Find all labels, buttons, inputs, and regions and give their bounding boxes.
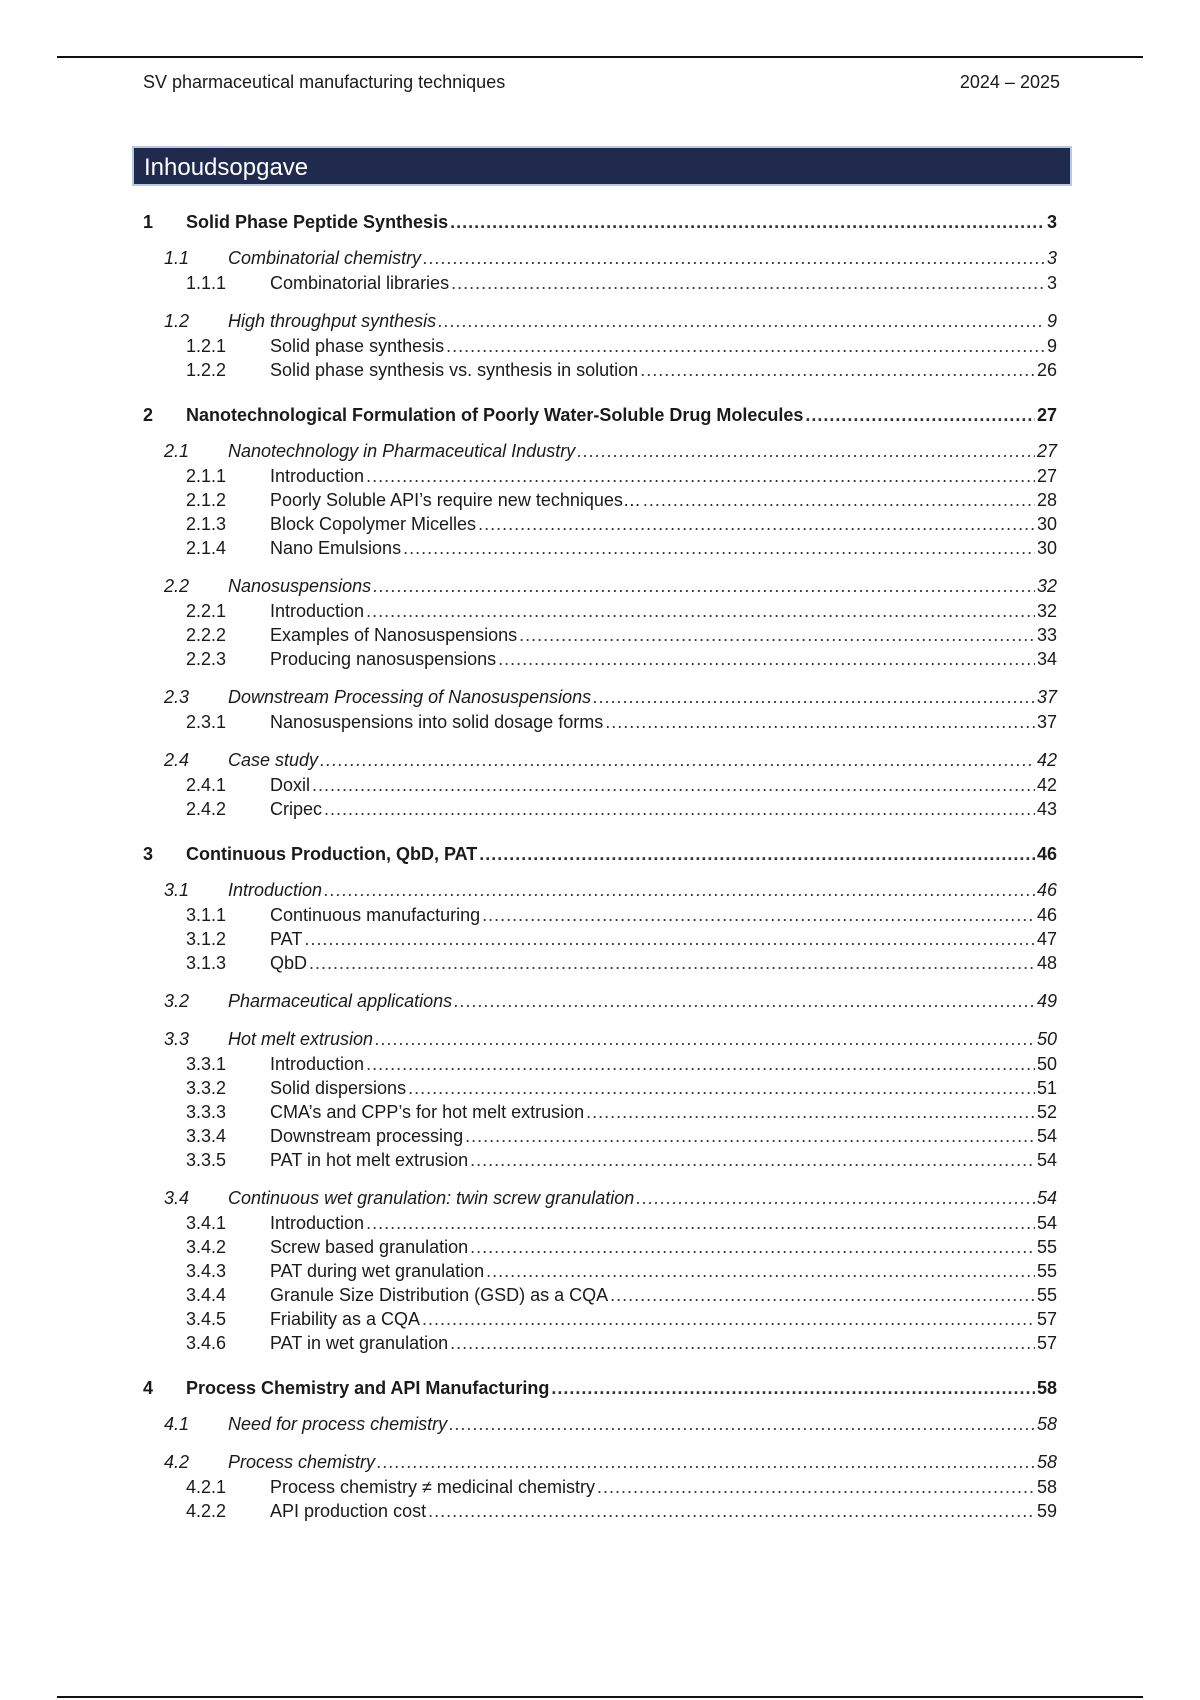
- toc-entry-3[interactable]: [0, 842, 1200, 866]
- toc-entry-line: [270, 647, 1057, 671]
- toc-entry-number: 2.1.1: [186, 466, 227, 486]
- toc-leader-dots: [482, 903, 1035, 927]
- toc-entry-title[interactable]: Introduction: [270, 601, 365, 621]
- toc-entry-page-number[interactable]: 55: [1036, 1261, 1057, 1281]
- toc-leader-dots: [465, 1124, 1035, 1148]
- toc-entry-line: [270, 536, 1057, 560]
- toc-entry-title[interactable]: Block Copolymer Micelles: [270, 514, 477, 534]
- toc-entry-page-number[interactable]: 52: [1036, 1102, 1057, 1122]
- toc-entry-3-1-1[interactable]: [0, 903, 1200, 927]
- toc-entry-number: 3.2: [164, 991, 190, 1011]
- toc-entry-line: [228, 685, 1057, 709]
- toc-entry-title[interactable]: Downstream Processing of Nanosuspensions: [228, 687, 592, 707]
- toc-entry-page-number[interactable]: 28: [1036, 490, 1057, 510]
- toc-entry-3-4-3[interactable]: [0, 1259, 1200, 1283]
- toc-entry-number: 3.1.3: [186, 953, 227, 973]
- toc-leader-dots: [478, 512, 1035, 536]
- toc-entry-line: [270, 623, 1057, 647]
- toc-entry-page-number[interactable]: 49: [1036, 991, 1057, 1011]
- footer-rule: [57, 1696, 1143, 1698]
- toc-entry-number: 3.1.2: [186, 929, 227, 949]
- toc-entry-title[interactable]: Producing nanosuspensions: [270, 649, 497, 669]
- toc-entry-number: 2.3.1: [186, 712, 227, 732]
- toc-entry-4-2-1[interactable]: [0, 1475, 1200, 1499]
- toc-entry-number: 2.2.3: [186, 649, 227, 669]
- toc-leader-dots: [551, 1376, 1035, 1400]
- toc-entry-line: [270, 1235, 1057, 1259]
- toc-entry-page-number[interactable]: 54: [1036, 1126, 1057, 1146]
- toc-entry-2[interactable]: [0, 403, 1200, 427]
- toc-entry-number: 4.2.1: [186, 1477, 227, 1497]
- toc-entry-number: 3.3.5: [186, 1150, 227, 1170]
- toc-leader-dots: [636, 1186, 1035, 1210]
- toc-entry-page-number[interactable]: 42: [1036, 750, 1057, 770]
- toc-entry-3-4-6[interactable]: [0, 1331, 1200, 1355]
- toc-entry-title[interactable]: Case study: [228, 750, 319, 770]
- toc-entry-page-number[interactable]: 46: [1036, 844, 1057, 864]
- toc-entry-2-2-1[interactable]: [0, 599, 1200, 623]
- toc-entry-line: [186, 1376, 1057, 1400]
- toc-leader-dots: [366, 1052, 1035, 1076]
- toc-leader-dots: [640, 358, 1035, 382]
- toc-entry-3-2[interactable]: [0, 989, 1200, 1013]
- toc-entry-2-2-2[interactable]: [0, 623, 1200, 647]
- toc-entry-title[interactable]: Solid dispersions: [270, 1078, 407, 1098]
- toc-entry-3-3-2[interactable]: [0, 1076, 1200, 1100]
- toc-leader-dots: [423, 246, 1045, 270]
- toc-entry-title[interactable]: Poorly Soluble API’s require new techniques…: [270, 490, 641, 510]
- toc-entry-3-4-2[interactable]: [0, 1235, 1200, 1259]
- toc-entry-title[interactable]: High throughput synthesis: [228, 311, 437, 331]
- toc-entry-number: 3.3: [164, 1029, 190, 1049]
- toc-entry-line: [270, 927, 1057, 951]
- toc-entry-title[interactable]: QbD: [270, 953, 308, 973]
- toc-entry-title[interactable]: Continuous Production, QbD, PAT: [186, 844, 478, 864]
- toc-leader-dots: [312, 773, 1035, 797]
- toc-entry-title[interactable]: Process Chemistry and API Manufacturing: [186, 1378, 550, 1398]
- toc-entry-3-1-2[interactable]: [0, 927, 1200, 951]
- toc-entry-3-1[interactable]: [0, 878, 1200, 902]
- toc-entry-page-number[interactable]: 55: [1036, 1237, 1057, 1257]
- toc-entry-line: [270, 599, 1057, 623]
- toc-leader-dots: [450, 1331, 1035, 1355]
- toc-entry-3-4-5[interactable]: [0, 1307, 1200, 1331]
- toc-entry-number: 1: [143, 212, 154, 232]
- toc-entry-line: [270, 488, 1057, 512]
- toc-entry-title[interactable]: PAT in wet granulation: [270, 1333, 449, 1353]
- toc-entry-4-1[interactable]: [0, 1412, 1200, 1436]
- toc-entry-page-number[interactable]: 43: [1036, 799, 1057, 819]
- toc-entry-title[interactable]: Introduction: [270, 466, 365, 486]
- toc-entry-title[interactable]: API production cost: [270, 1501, 427, 1521]
- toc-leader-dots: [610, 1283, 1035, 1307]
- toc-entry-page-number[interactable]: 58: [1036, 1414, 1057, 1434]
- toc-entry-line: [186, 210, 1057, 234]
- toc-entry-number: 1.1.1: [186, 273, 227, 293]
- toc-entry-3-3-5[interactable]: [0, 1148, 1200, 1172]
- toc-entry-2-1-3[interactable]: [0, 512, 1200, 536]
- toc-entry-page-number[interactable]: 46: [1036, 880, 1057, 900]
- toc-entry-page-number[interactable]: 9: [1046, 336, 1057, 356]
- toc-entry-page-number[interactable]: 42: [1036, 775, 1057, 795]
- toc-entry-title[interactable]: PAT in hot melt extrusion: [270, 1150, 469, 1170]
- toc-entry-number: 3.3.4: [186, 1126, 227, 1146]
- toc-entry-line: [228, 1412, 1057, 1436]
- toc-entry-line: [228, 1027, 1057, 1051]
- toc-entry-number: 1.2.1: [186, 336, 227, 356]
- toc-entry-2-3-1[interactable]: [0, 710, 1200, 734]
- toc-entry-title[interactable]: PAT: [270, 929, 303, 949]
- toc-entry-page-number[interactable]: 58: [1036, 1452, 1057, 1472]
- toc-entry-line: [270, 1100, 1057, 1124]
- toc-entry-line: [228, 439, 1057, 463]
- toc-entry-title[interactable]: Process chemistry: [228, 1452, 376, 1472]
- toc-leader-dots: [373, 574, 1035, 598]
- toc-entry-number: 2.3: [164, 687, 190, 707]
- toc-entry-line: [270, 1499, 1057, 1523]
- toc-entry-page-number[interactable]: 37: [1036, 687, 1057, 707]
- toc-leader-dots: [438, 309, 1045, 333]
- toc-entry-line: [270, 951, 1057, 975]
- toc-entry-line: [186, 842, 1057, 866]
- toc-entry-number: 3.4.2: [186, 1237, 227, 1257]
- toc-entry-number: 4.2.2: [186, 1501, 227, 1521]
- toc-leader-dots: [451, 271, 1045, 295]
- toc-entry-title[interactable]: Pharmaceutical applications: [228, 991, 453, 1011]
- toc-entry-3-3[interactable]: [0, 1027, 1200, 1051]
- toc-entry-3-4-1[interactable]: [0, 1211, 1200, 1235]
- toc-entry-page-number[interactable]: 47: [1036, 929, 1057, 949]
- toc-entry-number: 3.4.5: [186, 1309, 227, 1329]
- toc-leader-dots: [577, 439, 1035, 463]
- toc-leader-dots: [805, 403, 1035, 427]
- toc-entry-line: [270, 271, 1057, 295]
- toc-leader-dots: [375, 1027, 1035, 1051]
- toc-entry-line: [228, 309, 1057, 333]
- toc-entry-line: [270, 1211, 1057, 1235]
- toc-entry-number: 4.1: [164, 1414, 190, 1434]
- toc-entry-title[interactable]: Introduction: [270, 1054, 365, 1074]
- toc-entry-line: [270, 512, 1057, 536]
- toc-entry-line: [270, 773, 1057, 797]
- toc-leader-dots: [454, 989, 1035, 1013]
- toc-entry-title[interactable]: CMA’s and CPP’s for hot melt extrusion: [270, 1102, 585, 1122]
- toc-entry-number: 3.4.3: [186, 1261, 227, 1281]
- toc-entry-number: 3.4.1: [186, 1213, 227, 1233]
- toc-entry-3-4[interactable]: [0, 1186, 1200, 1210]
- toc-entry-2-3[interactable]: [0, 685, 1200, 709]
- toc-entry-number: 3.3.2: [186, 1078, 227, 1098]
- toc-entry-number: 3: [143, 844, 154, 864]
- toc-entry-2-1-2[interactable]: [0, 488, 1200, 512]
- toc-entry-title[interactable]: Combinatorial chemistry: [228, 248, 422, 268]
- toc-entry-number: 2.1.4: [186, 538, 227, 558]
- toc-entry-number: 4.2: [164, 1452, 190, 1472]
- toc-entry-title[interactable]: Solid phase synthesis vs. synthesis in solution: [270, 360, 639, 380]
- toc-entry-title[interactable]: Need for process chemistry: [228, 1414, 448, 1434]
- toc-entry-number: 2.4.1: [186, 775, 227, 795]
- toc-entry-number: 2.1.2: [186, 490, 227, 510]
- toc-entry-title[interactable]: Solid phase synthesis: [270, 336, 445, 356]
- toc-entry-page-number[interactable]: 30: [1036, 538, 1057, 558]
- toc-leader-dots: [597, 1475, 1035, 1499]
- toc-heading: Inhoudsopgave: [144, 154, 309, 181]
- toc-entry-3-3-3[interactable]: [0, 1100, 1200, 1124]
- toc-entry-title[interactable]: Introduction: [270, 1213, 365, 1233]
- toc-entry-page-number[interactable]: 27: [1036, 441, 1057, 461]
- toc-leader-dots: [519, 623, 1035, 647]
- toc-entry-title[interactable]: PAT during wet granulation: [270, 1261, 485, 1281]
- toc-entry-page-number[interactable]: 54: [1036, 1150, 1057, 1170]
- toc-leader-dots: [366, 464, 1035, 488]
- toc-leader-dots: [643, 488, 1035, 512]
- toc-entry-page-number[interactable]: 3: [1046, 273, 1057, 293]
- toc-entry-2-1-4[interactable]: [0, 536, 1200, 560]
- toc-leader-dots: [486, 1259, 1035, 1283]
- toc-entry-number: 3.1.1: [186, 905, 227, 925]
- toc-entry-number: 2.2.1: [186, 601, 227, 621]
- toc-entry-line: [270, 464, 1057, 488]
- toc-entry-line: [228, 878, 1057, 902]
- toc-entry-page-number[interactable]: 48: [1036, 953, 1057, 973]
- toc-entry-2-2[interactable]: [0, 574, 1200, 598]
- toc-entry-1-1-1[interactable]: [0, 271, 1200, 295]
- toc-entry-2-2-3[interactable]: [0, 647, 1200, 671]
- toc-leader-dots: [366, 599, 1035, 623]
- toc-entry-3-1-3[interactable]: [0, 951, 1200, 975]
- toc-entry-title[interactable]: Continuous manufacturing: [270, 905, 481, 925]
- toc-leader-dots: [324, 878, 1035, 902]
- toc-entry-title[interactable]: Friability as a CQA: [270, 1309, 421, 1329]
- toc-entry-number: 1.2: [164, 311, 190, 331]
- toc-entry-page-number[interactable]: 37: [1036, 712, 1057, 732]
- toc-entry-page-number[interactable]: 46: [1036, 905, 1057, 925]
- toc-entry-title[interactable]: Nanosuspensions: [228, 576, 372, 596]
- toc-entry-number: 1.2.2: [186, 360, 227, 380]
- toc-entry-line: [186, 403, 1057, 427]
- toc-entry-3-4-4[interactable]: [0, 1283, 1200, 1307]
- toc-entry-title[interactable]: Process chemistry ≠ medicinal chemistry: [270, 1477, 595, 1497]
- toc-entry-4[interactable]: [0, 1376, 1200, 1400]
- toc-entry-page-number[interactable]: 27: [1036, 466, 1057, 486]
- toc-entry-page-number[interactable]: 33: [1036, 625, 1057, 645]
- toc-leader-dots: [309, 951, 1035, 975]
- toc-entry-number: 2.1.3: [186, 514, 227, 534]
- toc-entry-line: [270, 1475, 1057, 1499]
- toc-entry-1[interactable]: [0, 210, 1200, 234]
- toc-leader-dots: [470, 1235, 1035, 1259]
- toc-entry-page-number[interactable]: 27: [1036, 405, 1057, 425]
- toc-entry-title[interactable]: Solid Phase Peptide Synthesis: [186, 212, 449, 232]
- toc-leader-dots: [446, 334, 1045, 358]
- toc-entry-title[interactable]: Downstream processing: [270, 1126, 464, 1146]
- toc-entry-1-1[interactable]: [0, 246, 1200, 270]
- toc-entry-line: [228, 748, 1057, 772]
- toc-entry-title[interactable]: Cripec: [270, 799, 323, 819]
- toc-entry-line: [228, 989, 1057, 1013]
- toc-entry-page-number[interactable]: 55: [1036, 1285, 1057, 1305]
- toc-entry-title[interactable]: Granule Size Distribution (GSD) as a CQA: [270, 1285, 609, 1305]
- toc-entry-line: [228, 246, 1057, 270]
- toc-entry-title[interactable]: Nanotechnological Formulation of Poorly Water-Soluble Drug Molecules: [186, 405, 804, 425]
- toc-entry-page-number[interactable]: 51: [1036, 1078, 1057, 1098]
- toc-entry-number: 3.4.6: [186, 1333, 227, 1353]
- toc-entry-1-2-1[interactable]: [0, 334, 1200, 358]
- toc-entry-line: [270, 1307, 1057, 1331]
- toc-entry-page-number[interactable]: 26: [1036, 360, 1057, 380]
- toc-entry-2-1[interactable]: [0, 439, 1200, 463]
- toc-entry-line: [270, 1331, 1057, 1355]
- toc-entry-line: [270, 903, 1057, 927]
- toc-entry-line: [270, 1052, 1057, 1076]
- toc-leader-dots: [377, 1450, 1035, 1474]
- toc-leader-dots: [586, 1100, 1035, 1124]
- toc-entry-page-number[interactable]: 57: [1036, 1333, 1057, 1353]
- toc-entry-number: 2.1: [164, 441, 190, 461]
- toc-entry-title[interactable]: Introduction: [228, 880, 323, 900]
- toc-entry-page-number[interactable]: 54: [1036, 1213, 1057, 1233]
- toc-leader-dots: [479, 842, 1035, 866]
- toc-entry-page-number[interactable]: 58: [1036, 1477, 1057, 1497]
- toc-entry-line: [270, 1283, 1057, 1307]
- toc-entry-page-number[interactable]: 30: [1036, 514, 1057, 534]
- toc-entry-number: 4: [143, 1378, 154, 1398]
- toc-entry-number: 3.4: [164, 1188, 190, 1208]
- toc-entry-page-number[interactable]: 3: [1046, 248, 1057, 268]
- toc-leader-dots: [304, 927, 1035, 951]
- toc-entry-title[interactable]: Combinatorial libraries: [270, 273, 450, 293]
- toc-entry-title[interactable]: Doxil: [270, 775, 311, 795]
- toc-leader-dots: [408, 1076, 1035, 1100]
- header-course-title: SV pharmaceutical manufacturing techniques: [143, 72, 506, 92]
- toc-entry-number: 3.3.1: [186, 1054, 227, 1074]
- toc-entry-page-number[interactable]: 32: [1036, 601, 1057, 621]
- toc-entry-line: [270, 797, 1057, 821]
- toc-leader-dots: [449, 1412, 1035, 1436]
- toc-entry-4-2[interactable]: [0, 1450, 1200, 1474]
- toc-entry-line: [270, 1076, 1057, 1100]
- toc-entry-title[interactable]: Hot melt extrusion: [228, 1029, 374, 1049]
- toc-entry-title[interactable]: Nanotechnology in Pharmaceutical Industry: [228, 441, 576, 461]
- toc-leader-dots: [320, 748, 1035, 772]
- toc-entry-number: 3.3.3: [186, 1102, 227, 1122]
- toc-entry-1-2-2[interactable]: [0, 358, 1200, 382]
- toc-entry-line: [270, 1259, 1057, 1283]
- toc-entry-line: [228, 1186, 1057, 1210]
- toc-leader-dots: [324, 797, 1035, 821]
- toc-entry-page-number[interactable]: 34: [1036, 649, 1057, 669]
- toc-entry-3-3-4[interactable]: [0, 1124, 1200, 1148]
- toc-entry-line: [270, 358, 1057, 382]
- toc-entry-page-number[interactable]: 9: [1046, 311, 1057, 331]
- toc-entry-2-1-1[interactable]: [0, 464, 1200, 488]
- toc-entry-title[interactable]: Screw based granulation: [270, 1237, 469, 1257]
- toc-entry-page-number[interactable]: 59: [1036, 1501, 1057, 1521]
- toc-entry-page-number[interactable]: 32: [1036, 576, 1057, 596]
- toc-entry-line: [228, 574, 1057, 598]
- toc-entry-page-number[interactable]: 54: [1036, 1188, 1057, 1208]
- toc-entry-title[interactable]: Continuous wet granulation: twin screw granulation: [228, 1188, 635, 1208]
- toc-entry-number: 2.4: [164, 750, 190, 770]
- toc-entry-page-number[interactable]: 58: [1036, 1378, 1057, 1398]
- toc-leader-dots: [366, 1211, 1035, 1235]
- toc-entry-title[interactable]: Examples of Nanosuspensions: [270, 625, 518, 645]
- toc-entry-number: 2.4.2: [186, 799, 227, 819]
- toc-leader-dots: [450, 210, 1045, 234]
- toc-entry-page-number[interactable]: 50: [1036, 1054, 1057, 1074]
- toc-entry-number: 3.1: [164, 880, 190, 900]
- toc-entry-2-4-2[interactable]: [0, 797, 1200, 821]
- toc-entry-number: 2.2: [164, 576, 190, 596]
- toc-entry-2-4[interactable]: [0, 748, 1200, 772]
- toc-leader-dots: [403, 536, 1035, 560]
- toc-leader-dots: [428, 1499, 1035, 1523]
- toc-entry-page-number[interactable]: 57: [1036, 1309, 1057, 1329]
- toc-entry-line: [270, 710, 1057, 734]
- toc-entry-title[interactable]: Nanosuspensions into solid dosage forms: [270, 712, 604, 732]
- toc-entry-4-2-2[interactable]: [0, 1499, 1200, 1523]
- toc-leader-dots: [593, 685, 1035, 709]
- toc-entry-line: [270, 1148, 1057, 1172]
- header-academic-year: 2024 – 2025: [959, 72, 1060, 92]
- toc-entry-line: [270, 1124, 1057, 1148]
- toc-entry-3-3-1[interactable]: [0, 1052, 1200, 1076]
- toc-entry-2-4-1[interactable]: [0, 773, 1200, 797]
- toc-entry-line: [228, 1450, 1057, 1474]
- toc-leader-dots: [605, 710, 1035, 734]
- toc-entry-title[interactable]: Nano Emulsions: [270, 538, 402, 558]
- toc-entry-number: 2.2.2: [186, 625, 227, 645]
- toc-leader-dots: [470, 1148, 1035, 1172]
- toc-entry-page-number[interactable]: 3: [1046, 212, 1057, 232]
- toc-entry-number: 2: [143, 405, 154, 425]
- toc-leader-dots: [422, 1307, 1035, 1331]
- toc-entry-number: 1.1: [164, 248, 190, 268]
- toc-entry-number: 3.4.4: [186, 1285, 227, 1305]
- toc-entry-line: [270, 334, 1057, 358]
- toc-entry-page-number[interactable]: 50: [1036, 1029, 1057, 1049]
- toc-leader-dots: [498, 647, 1035, 671]
- toc-entry-1-2[interactable]: [0, 309, 1200, 333]
